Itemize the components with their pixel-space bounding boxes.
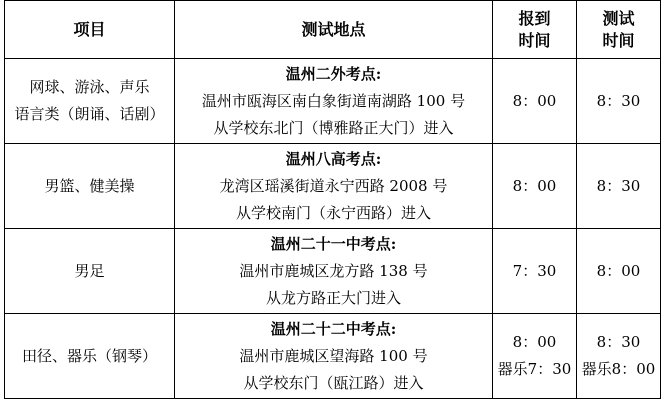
arrival-time: 器乐7：30 bbox=[497, 360, 572, 378]
cell-arrival-time bbox=[493, 144, 577, 229]
item-name: 语言类（朗诵、话剧） bbox=[14, 105, 165, 123]
header-test-line2: 时间 bbox=[602, 30, 635, 50]
test-schedule-table bbox=[4, 0, 661, 399]
table-body bbox=[5, 59, 661, 399]
header-arrival-line2: 时间 bbox=[518, 30, 551, 50]
item-name: 网球、游泳、声乐 bbox=[29, 78, 150, 96]
location-name: 温州二十二中考点: bbox=[270, 319, 397, 338]
location-entrance: 从学校南门（永宁西路）进入 bbox=[235, 203, 431, 222]
header-arrival-line1: 报到 bbox=[518, 8, 551, 28]
location-address: 温州市瓯海区南白象街道南湖路 100 号 bbox=[201, 91, 466, 110]
header-test-time bbox=[577, 1, 661, 59]
location-address: 龙湾区瑶溪街道永宁西路 2008 号 bbox=[219, 176, 448, 195]
item-name: 男足 bbox=[74, 261, 105, 280]
header-location bbox=[175, 1, 493, 59]
test-time: 8：00 bbox=[596, 261, 641, 280]
table-row bbox=[5, 59, 661, 144]
arrival-time: 8：00 bbox=[512, 91, 557, 110]
cell-item bbox=[5, 229, 175, 314]
item-name: 男篮、健美操 bbox=[44, 176, 135, 195]
header-item bbox=[5, 1, 175, 59]
header-item-label: 项目 bbox=[73, 19, 106, 39]
cell-location bbox=[175, 144, 493, 229]
test-time: 8：30 bbox=[596, 333, 641, 351]
test-time: 8：30 bbox=[596, 176, 641, 195]
location-name: 温州二十一中考点: bbox=[270, 234, 397, 253]
cell-location bbox=[175, 229, 493, 314]
location-entrance: 从学校东门（瓯江路）进入 bbox=[243, 373, 424, 392]
cell-location bbox=[175, 59, 493, 144]
header-location-label: 测试地点 bbox=[301, 19, 366, 39]
cell-arrival-time bbox=[493, 59, 577, 144]
header-test-line1: 测试 bbox=[602, 8, 635, 28]
table-row bbox=[5, 314, 661, 399]
cell-location bbox=[175, 314, 493, 399]
cell-item bbox=[5, 314, 175, 399]
table-header-row bbox=[5, 1, 661, 59]
location-address: 温州市鹿城区望海路 100 号 bbox=[239, 346, 428, 365]
cell-test-time bbox=[577, 59, 661, 144]
item-name: 田径、器乐（钢琴） bbox=[21, 346, 157, 365]
cell-test-time bbox=[577, 229, 661, 314]
cell-test-time bbox=[577, 144, 661, 229]
test-time: 8：30 bbox=[596, 91, 641, 110]
header-arrival-time bbox=[493, 1, 577, 59]
test-time: 器乐8：00 bbox=[581, 360, 656, 378]
location-entrance: 从学校东北门（博雅路正大门）进入 bbox=[213, 118, 454, 137]
location-entrance: 从龙方路正大门进入 bbox=[265, 288, 401, 307]
table-row bbox=[5, 229, 661, 314]
cell-item bbox=[5, 59, 175, 144]
location-address: 温州市鹿城区龙方路 138 号 bbox=[239, 261, 428, 280]
location-name: 温州八高考点: bbox=[285, 149, 382, 168]
arrival-time: 7：30 bbox=[512, 261, 557, 280]
arrival-time: 8：00 bbox=[512, 333, 557, 351]
location-name: 温州二外考点: bbox=[285, 64, 382, 83]
cell-test-time bbox=[577, 314, 661, 399]
cell-item bbox=[5, 144, 175, 229]
table-row bbox=[5, 144, 661, 229]
arrival-time: 8：00 bbox=[512, 176, 557, 195]
cell-arrival-time bbox=[493, 229, 577, 314]
cell-arrival-time bbox=[493, 314, 577, 399]
